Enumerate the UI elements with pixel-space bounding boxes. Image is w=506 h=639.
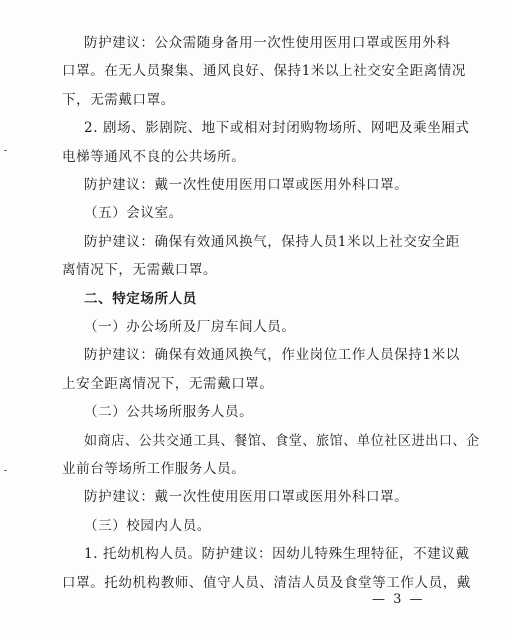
paragraph-line: 如商店、公共交通工具、餐馆、食堂、旅馆、单位社区进出口、企: [84, 432, 480, 449]
paragraph-line: 防护建议：戴一次性使用医用口罩或医用外科口罩。: [84, 177, 409, 193]
subsection-heading: （三）校园内人员。: [84, 517, 211, 534]
section-heading: 二、特定场所人员: [84, 290, 197, 307]
paragraph-line: 口罩。托幼机构教师、值守人员、清洁人员及食堂等工作人员，戴: [62, 574, 471, 591]
paragraph-line: 防护建议：公众需随身备用一次性使用医用口罩或医用外科: [84, 35, 451, 51]
paragraph-line: 上安全距离情况下，无需戴口罩。: [62, 375, 274, 392]
paragraph-line: 业前台等场所工作服务人员。: [62, 461, 246, 477]
paragraph-line: 防护建议：戴一次性使用医用口罩或医用外科口罩。: [84, 489, 409, 506]
paragraph-line: 下，无需戴口罩。: [62, 91, 175, 108]
paragraph-line: 2. 剧场、影剧院、地下或相对封闭购物场所、网吧及乘坐厢式: [84, 120, 470, 137]
paragraph-line: 防护建议：确保有效通风换气，保持人员1米以上社交安全距: [84, 233, 460, 250]
paragraph-line: 口罩。在无人员聚集、通风良好、保持1米以上社交安全距离情况: [62, 63, 466, 80]
subsection-heading: （一）办公场所及厂房车间人员。: [84, 319, 296, 335]
page-number: — 3 —: [372, 592, 425, 607]
paragraph-line: 离情况下，无需戴口罩。: [62, 262, 218, 279]
paragraph-line: 电梯等通风不良的公共场所。: [62, 148, 246, 165]
subsection-heading: （二）公共场所服务人员。: [84, 404, 254, 421]
scan-mark: [4, 470, 7, 471]
paragraph-line: 防护建议：确保有效通风换气，作业岗位工作人员保持1米以: [84, 347, 460, 364]
scan-mark: [4, 150, 7, 151]
subsection-heading: （五）会议室。: [84, 205, 183, 222]
paragraph-line: 1. 托幼机构人员。防护建议：因幼儿特殊生理特征，不建议戴: [84, 546, 470, 563]
